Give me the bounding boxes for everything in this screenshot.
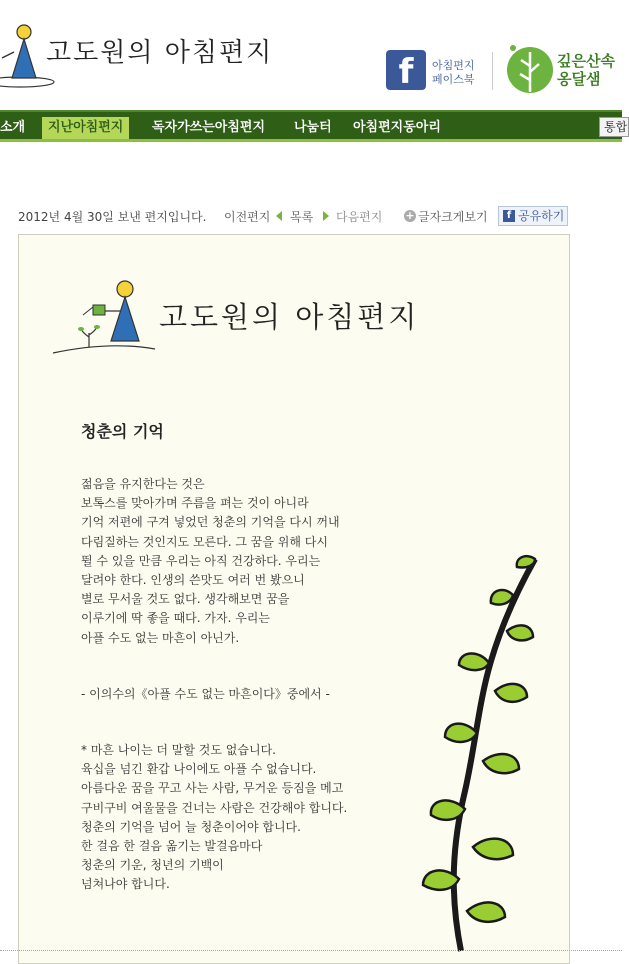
bottom-divider <box>0 950 622 953</box>
share-button[interactable] <box>498 206 568 226</box>
forest-label-line1: 깊은산속 <box>557 52 615 70</box>
watering-figure-icon <box>49 275 159 365</box>
tree-icon <box>505 42 555 98</box>
next-letter-link[interactable]: 다음편지 <box>336 210 383 224</box>
share-label: 공유하기 <box>518 209 565 223</box>
body-line: 달려야 한다. 인생의 쓴맛도 여러 번 봤으니 <box>81 573 305 588</box>
integrated-search-button[interactable]: 통합 <box>599 117 629 137</box>
facebook-icon: f <box>386 50 426 90</box>
letter-card <box>18 234 570 964</box>
body-line: 별로 무서울 것도 없다. 생각해보면 꿈을 <box>81 592 290 607</box>
body-line: 아플 수도 없는 마흔이 아닌가. <box>81 630 240 645</box>
forest-label-line2: 옹달샘 <box>557 70 601 88</box>
logo-text: 고도원의 아침편지 <box>46 38 274 68</box>
body-line: 다림질하는 것인지도 모른다. 그 꿈을 위해 다시 <box>81 534 328 549</box>
sent-date: 2012년 4월 30일 보낸 편지입니다. <box>18 210 207 224</box>
letter-logo <box>49 275 419 365</box>
nav-item-reader-letters[interactable]: 독자가쓰는아침편지 <box>152 120 266 135</box>
body-line: 이루기에 딱 좋을 때다. 가자. 우리는 <box>81 611 270 626</box>
note-line: 한 걸음 한 걸음 옮기는 발걸음마다 <box>81 839 263 854</box>
arrow-left-icon <box>276 211 282 221</box>
note-line: 육십을 넘긴 환갑 나이에도 아플 수 없습니다. <box>81 762 317 777</box>
enlarge-text-link[interactable]: 글자크게보기 <box>418 210 488 224</box>
forest-link[interactable] <box>505 42 622 98</box>
body-line: 보톡스를 맞아가며 주름을 펴는 것이 아니라 <box>81 496 309 511</box>
letter-info-bar <box>18 204 578 228</box>
nav-item-club[interactable]: 아침편지동아리 <box>353 120 441 135</box>
note-line: 구비구비 여울물을 건너는 사람은 건강해야 합니다. <box>81 800 348 815</box>
letter-note <box>81 741 421 895</box>
nav-item-sharing[interactable]: 나눔터 <box>294 120 332 135</box>
body-line: 뛸 수 있을 만큼 우리는 아직 건강하다. 우리는 <box>81 553 321 568</box>
list-link[interactable]: 목록 <box>290 210 314 224</box>
body-line: 기억 저편에 구겨 넣었던 청춘의 기억을 다시 꺼내 <box>81 515 340 530</box>
note-line: * 마흔 나이는 더 말할 것도 없습니다. <box>81 743 276 757</box>
prev-letter-link[interactable]: 이전편지 <box>224 210 271 224</box>
facebook-link[interactable] <box>386 50 496 94</box>
header-divider <box>492 52 493 90</box>
note-line: 청춘의 기억을 넘어 늘 청춘이어야 합니다. <box>81 819 301 834</box>
site-header <box>0 0 622 110</box>
main-nav <box>0 110 628 142</box>
note-line: 넘쳐나야 합니다. <box>81 877 170 892</box>
vine-plant-icon <box>409 551 549 951</box>
letter-logo-text: 고도원의 아침편지 <box>159 300 420 334</box>
facebook-label-line2: 페이스북 <box>432 73 475 86</box>
nav-item-past-letters[interactable]: 지난아침편지 <box>42 117 129 139</box>
arrow-right-icon <box>323 211 329 221</box>
note-line: 아름다운 꿈을 꾸고 사는 사람, 무거운 등짐을 메고 <box>81 781 344 796</box>
letter-title: 청춘의 기억 <box>81 422 164 441</box>
note-line: 청춘의 기운, 청년의 기백이 <box>81 858 224 873</box>
body-line: 젊음을 유지한다는 것은 <box>81 477 205 491</box>
nav-item-intro[interactable]: 소개 <box>0 120 26 135</box>
facebook-label-line1: 아침편지 <box>432 59 475 72</box>
facebook-small-icon: f <box>503 210 515 222</box>
plus-icon: + <box>405 209 415 222</box>
site-logo[interactable] <box>0 20 280 90</box>
letter-body <box>81 475 411 648</box>
letter-source: - 이의수의《아플 수도 없는 마흔이다》중에서 - <box>81 687 330 701</box>
